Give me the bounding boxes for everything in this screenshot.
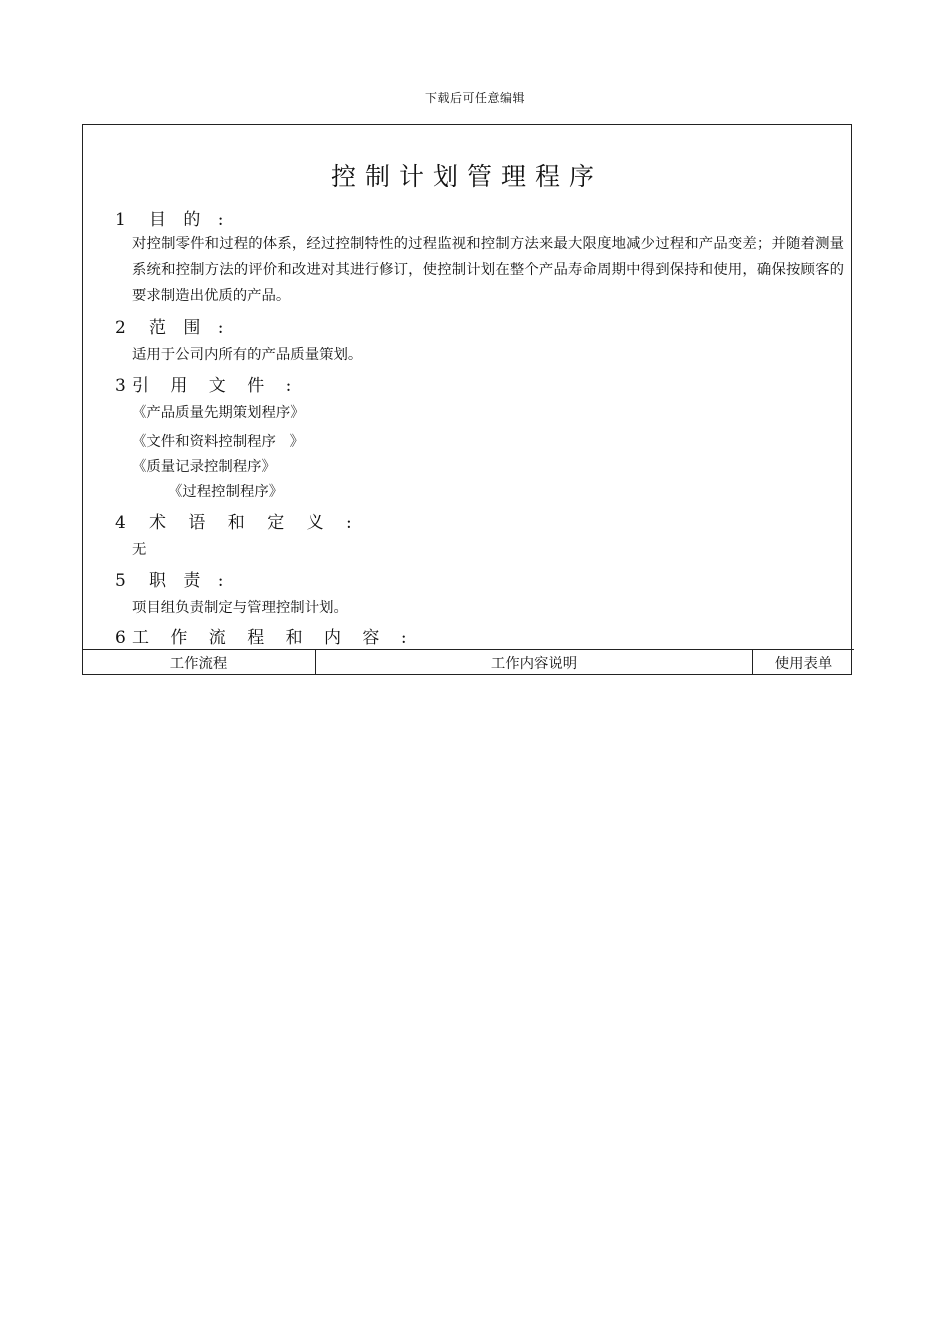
scope-text: 适用于公司内所有的产品质量策划。 — [132, 347, 363, 363]
section-heading-purpose — [115, 205, 224, 230]
reference-item: 《质量记录控制程序》 — [132, 459, 276, 475]
reference-item: 《过程控制程序》 — [168, 484, 284, 500]
section-label: 引 用 文 件 : — [132, 376, 292, 396]
section-heading-scope — [115, 313, 224, 338]
section-heading-references — [115, 371, 291, 396]
section-label: 范 围 : — [149, 318, 224, 338]
section-number: 4 — [115, 513, 126, 533]
section-label: 职 责 : — [149, 571, 224, 591]
reference-item: 《文件和资料控制程序 》 — [132, 434, 305, 450]
terms-text: 无 — [132, 542, 147, 558]
section-number: 5 — [115, 571, 126, 591]
section-number: 1 — [115, 210, 126, 230]
table-header-cell: 使用表单 — [753, 650, 855, 676]
section-label: 术 语 和 定 义 : — [149, 513, 352, 533]
duties-text: 项目组负责制定与管理控制计划。 — [132, 600, 348, 616]
table-header-cell: 工作流程 — [82, 650, 316, 676]
section-number: 6 — [115, 628, 126, 648]
section-heading-duties — [115, 566, 224, 591]
table-header-row — [82, 650, 854, 676]
section-label: 工 作 流 程 和 内 容 : — [132, 628, 407, 648]
purpose-text: 对控制零件和过程的体系，经过控制特性的过程监视和控制方法来最大限度地减少过程和产品变差；并随着测量系统和控制方法的评价和改进对其进行修订，使控制计划在整个产品寿命周期中得到保持和使用，确保按顾客的要求制造出优质的产品。 — [132, 236, 844, 304]
header-note: 下载后可任意编辑 — [424, 91, 525, 105]
document-title: 控制计划管理程序 — [330, 162, 603, 191]
section-heading-workflow — [115, 623, 407, 648]
workflow-table — [82, 649, 854, 675]
section-label: 目 的 : — [149, 210, 224, 230]
table-header-cell: 工作内容说明 — [316, 650, 753, 676]
reference-item: 《产品质量先期策划程序》 — [132, 405, 305, 421]
section-heading-terms — [115, 508, 352, 533]
section-number: 2 — [115, 318, 126, 338]
section-number: 3 — [115, 376, 126, 396]
